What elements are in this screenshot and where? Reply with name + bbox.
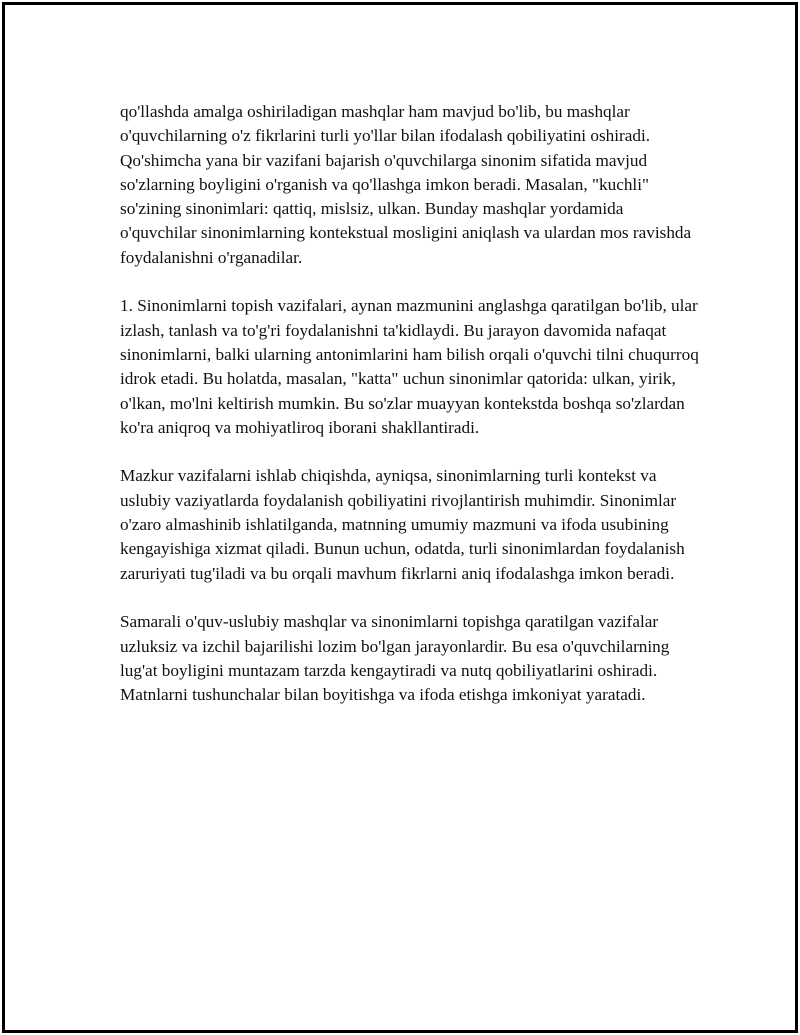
paragraph: 1. Sinonimlarni topish vazifalari, aynan mazmunini anglashga qaratilgan bo'lib, ular izlash, tanlash va to'g'ri foydalanishni ta'kidlaydi. Bu jarayon davomida nafaqat sinonimlarni, balki ularning antonimlarini ham bilish orqali o'quvchi tilni chuqurroq idrok etadi. Bu holatda, masalan, "katta" uchun sinonimlar qatorida: ulkan, yirik, o'lkan, mo'lni keltirish mumkin. Bu so'zlar muayyan kontekstda boshqa so'zlardan ko'ra aniqroq va mohiyatliroq iborani shakllantiradi. xyxy=(120,296,699,437)
paragraph: Mazkur vazifalarni ishlab chiqishda, ayniqsa, sinonimlarning turli kontekst va uslubiy vaziyatlarda foydalanish qobiliyatini rivojlantirish muhimdir. Sinonimlar o'zaro almashinib ishlatilganda, matnning umumiy mazmuni va ifoda usubining kengayishiga xizmat qiladi. Bunun uchun, odatda, turli sinonimlardan foydalanish zaruriyati tug'iladi va bu orqali mavhum fikrlarni aniq ifodalashga imkon beradi. xyxy=(120,466,685,583)
document-body xyxy=(120,100,700,732)
paragraph: Samarali o'quv-uslubiy mashqlar va sinonimlarni topishga qaratilgan vazifalar uzluksiz va izchil bajarilishi lozim bo'lgan jarayonlardir. Bu esa o'quvchilarning lug'at boyligini muntazam tarzda kengaytiradi va nutq qobiliyatlarini oshiradi. Matnlarni tushunchalar bilan boyitishga va ifoda etishga imkoniyat yaratadi. xyxy=(120,612,670,705)
document-page xyxy=(2,2,798,1033)
paragraph: qo'llashda amalga oshiriladigan mashqlar ham mavjud bo'lib, bu mashqlar o'quvchilarning o'z fikrlarini turli yo'llar bilan ifodalash qobiliyatini oshiradi. Qo'shimcha yana bir vazifani bajarish o'quvchilarga sinonim sifatida mavjud so'zlarning boyligini o'rganish va qo'llashga imkon beradi. Masalan, "kuchli" so'zining sinonimlari: qattiq, mislsiz, ulkan. Bunday mashqlar yordamida o'quvchilar sinonimlarning kontekstual mosligini aniqlash va ulardan mos ravishda foydalanishni o'rganadilar. xyxy=(120,102,692,267)
